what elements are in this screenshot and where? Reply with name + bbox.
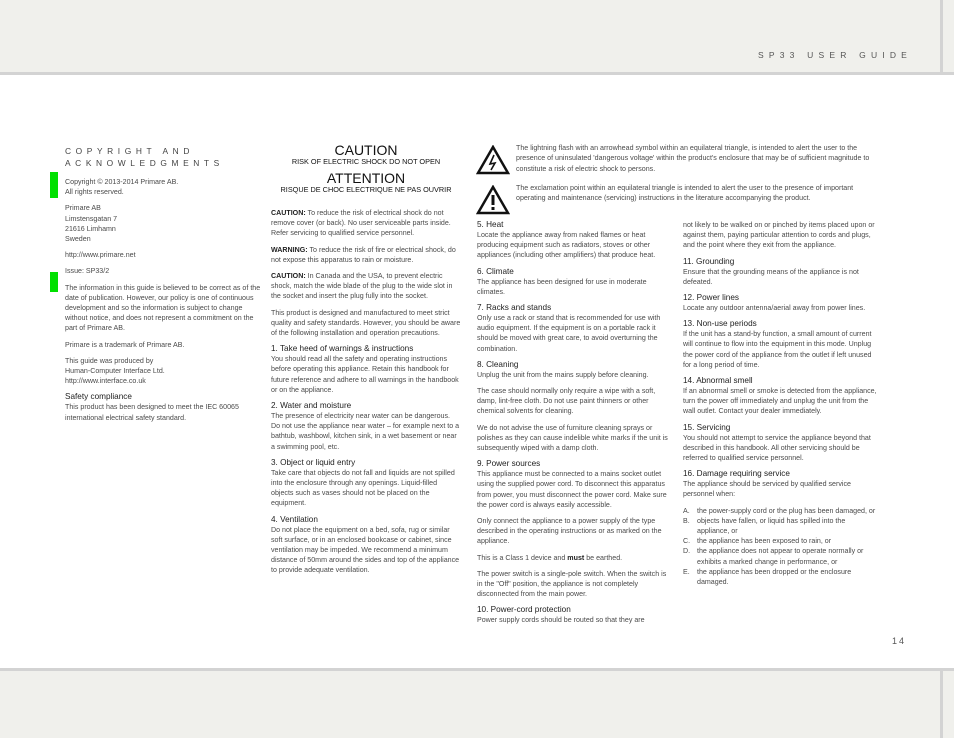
paragraph: If the unit has a stand-by function, a small amount of current will continue to flow into the equipment in this mode. Unplug the power cord of the appliance from the outlet if left unused for a long period of time. [683, 330, 872, 369]
paragraph: Primare is a trademark of Primare AB. [65, 340, 185, 349]
paragraph: http://www.primare.net [65, 251, 136, 260]
section [477, 605, 671, 625]
section-heading: 7. Racks and stands [477, 303, 552, 313]
paragraph: The appliance should be serviced by qualified service personnel when: [683, 480, 851, 499]
copyright-heading: COPYRIGHT AND ACKNOWLEDGMENTS [65, 146, 224, 168]
section [65, 392, 261, 422]
section [477, 220, 671, 261]
section [683, 469, 877, 587]
paragraph: The appliance has been designed for use in moderate climates. [477, 277, 647, 296]
list-item [683, 546, 877, 566]
section [271, 344, 461, 395]
guide-title: SP33 USER GUIDE [758, 50, 913, 60]
emphasis-text: WARNING: [271, 245, 308, 254]
section [477, 360, 671, 453]
paragraph [477, 553, 671, 563]
section-heading: 14. Abnormal smell [683, 376, 753, 386]
exclamation-warning-icon [476, 185, 510, 215]
section [65, 266, 261, 276]
section [683, 423, 877, 464]
section [683, 257, 877, 287]
list-text: the appliance does not appear to operate normally or exhibits a marked change in performance, or [697, 547, 864, 566]
paragraph: The case should normally only require a wipe with a soft, damp, lint-free cloth. Do not use paint thinners or other chemical solvents for cleaning. [477, 387, 656, 416]
paragraph: We do not advise the use of furniture cleaning sprays or polishes as they can cause indelible white marks if the unit is subsequently wiped with a damp cloth. [477, 423, 668, 453]
caution-subtitle: RISK OF ELECTRIC SHOCK DO NOT OPEN [291, 157, 441, 166]
paragraph-text: To reduce the risk of electrical shock do not remove cover (or back). No user serviceable parts inside. Refer servicing to qualified service personnel. [271, 209, 451, 238]
section-heading: 2. Water and moisture [271, 401, 352, 411]
section [271, 401, 461, 452]
paragraph-text: In Canada and the USA, to prevent electric shock, match the wide blade of the plug to the wide slot in the socket and insert the plug fully into the socket. [271, 272, 453, 301]
paragraph-text: To reduce the risk of fire or electrical shock, do not expose this apparatus to rain or moisture. [271, 245, 456, 264]
emphasis-text: CAUTION: [271, 272, 306, 281]
paragraph: Unplug the unit from the mains supply before cleaning. [477, 370, 649, 379]
paragraph [271, 271, 461, 302]
section-heading: 16. Damage requiring service [683, 469, 790, 479]
paragraph: This product is designed and manufactured to meet strict quality and safety standards. However, you should be aware of the following installation and operation precautions. [271, 308, 461, 338]
caution-title: CAUTION [334, 142, 398, 158]
list-letter: C. [683, 537, 691, 546]
change-marker [50, 272, 58, 292]
section-heading: 12. Power lines [683, 293, 739, 303]
list-letter: A. [683, 506, 690, 515]
section [65, 283, 261, 334]
section-heading: 13. Non-use periods [683, 319, 757, 329]
page-edge-top [940, 0, 943, 72]
paragraph: You should read all the safety and operating instructions before operating this appliance. Retain this handbook for future reference and adhere to all warnings in the handbook or on the appliance. [271, 355, 459, 394]
page-number: 14 [892, 636, 907, 646]
list-text: the appliance has been exposed to rain, or [697, 537, 832, 546]
section [65, 356, 261, 387]
paragraph-text: This is a Class 1 device and [477, 553, 568, 562]
list-item [683, 516, 877, 536]
page-edge-bottom [940, 671, 943, 738]
section [477, 267, 671, 297]
paragraph: Locate the appliance away from naked flames or heat producing equipment such as radiators, stoves or other appliances (including other amplifiers) that produce heat. [477, 231, 656, 260]
list-letter: D. [683, 547, 691, 556]
paragraph: Power supply cords should be routed so that they are [477, 616, 645, 625]
paragraph: Only connect the appliance to a power supply of the type described in the operating instructions or as marked on the appliance. [477, 517, 662, 546]
paragraph: The presence of electricity near water can be dangerous. Do not use the appliance near water – for example next to a bathtub, washbowl, kitchen sink, in a wet basement or near a swimming pool, etc. [271, 412, 460, 451]
section-heading: 8. Cleaning [477, 359, 519, 369]
list-letter: B. [683, 516, 690, 525]
section [65, 177, 261, 197]
list-letter: E. [683, 567, 690, 576]
paragraph: The information in this guide is believed to be correct as of the date of publication. However, our policy is one of continuous development and so the information is subject to change without notice, and does not represent a commitment on the part of Primare AB. [65, 283, 261, 333]
attention-title: ATTENTION [326, 169, 406, 186]
attention-subtitle: RISQUE DE CHOC ELECTRIQUE NE PAS OUVRIR [280, 184, 452, 194]
section-heading: 4. Ventilation [271, 514, 318, 524]
section [271, 458, 461, 509]
paragraph: Locate any outdoor antenna/aerial away from power lines. [683, 304, 866, 313]
section-heading: 10. Power-cord protection [477, 605, 571, 615]
section [683, 220, 877, 251]
paragraph: This guide was produced by Human-Computer Interface Ltd. http://www.interface.co.uk [65, 356, 165, 386]
lightning-symbol-text: The lightning flash with an arrowhead symbol within an equilateral triangle, is intended to alert the user to the presence of uninsulated 'dangerous voltage' within the product's enclosure that may be of sufficient magnitude to constitute a risk of electric shock to persons. [516, 144, 870, 173]
header-band [0, 0, 954, 72]
emphasis-text: CAUTION: [271, 209, 306, 217]
section [683, 376, 877, 417]
paragraph [271, 208, 461, 239]
paragraph: If an abnormal smell or smoke is detected from the appliance, turn the power off immediately and unplug the unit from the wall outlet. Contact your dealer immediately. [683, 387, 877, 416]
precautions-column-1 [477, 220, 671, 632]
section [271, 515, 461, 576]
list-text: objects have fallen, or liquid has spilled into the appliance, or [697, 516, 846, 536]
section [683, 293, 877, 313]
section [271, 208, 461, 338]
section [65, 340, 261, 350]
section [477, 459, 671, 599]
section-heading: 5. Heat [477, 220, 504, 229]
copyright-column [65, 145, 261, 429]
paragraph: Copyright © 2013-2014 Primare AB. All rights reserved. [65, 178, 179, 197]
change-marker [50, 172, 58, 198]
paragraph: not likely to be walked on or pinched by items placed upon or against them, paying particular attention to cords and plugs, and the point where they exit from the appliance. [683, 221, 875, 250]
paragraph: You should not attempt to service the appliance beyond that described in this handbook. All other servicing should be referred to qualified service personnel. [683, 433, 871, 463]
exclamation-symbol-note [476, 183, 876, 215]
section [477, 303, 671, 354]
section [65, 250, 261, 260]
paragraph: Do not place the equipment on a bed, sofa, rug or similar soft surface, or in an enclosed bookcase or cabinet, since ventilation may be impeded. We recommend a minimum distance of 50mm around the sides and top of the appliance to provide adequate ventilation. [271, 525, 460, 575]
section-heading: Safety compliance [65, 392, 132, 402]
paragraph-text: be earthed. [584, 553, 623, 562]
section [65, 203, 261, 244]
paragraph: Take care that objects do not fall and liquids are not spilled into the enclosure through any openings. Liquid-filled objects such as vases should not be placed on the equipment. [271, 468, 455, 508]
paragraph: This product has been designed to meet the IEC 60065 international electrical safety standard. [65, 403, 239, 422]
section [683, 319, 877, 370]
section-heading: 1. Take heed of warnings & instructions [271, 344, 414, 354]
list-text: the appliance has been dropped or the enclosure damaged. [697, 567, 852, 587]
paragraph: This appliance must be connected to a mains socket outlet using the supplied power cord. To disconnect this apparatus from power, you must disconnect the power cord. Make sure the power cord is always easily accessible. [477, 470, 667, 509]
section-heading: 9. Power sources [477, 459, 541, 469]
header-divider [0, 72, 954, 75]
lightning-warning-icon [476, 145, 510, 175]
precautions-column-2 [683, 220, 877, 593]
paragraph: Issue: SP33/2 [65, 267, 110, 276]
paragraph: The power switch is a single-pole switch. When the switch is in the "Off" position, the appliance is not completely disconnected from the main power. [477, 569, 667, 599]
caution-column [271, 143, 461, 582]
paragraph: Only use a rack or stand that is recommended for use with audio equipment. If the equipment is on a portable rack it should be moved with great care, to avoid overturning the combination. [477, 314, 661, 353]
footer-band [0, 671, 954, 738]
section-heading: 11. Grounding [683, 256, 735, 266]
list-text: the power-supply cord or the plug has been damaged, or [697, 506, 876, 515]
section-heading: 15. Servicing [683, 422, 731, 432]
section-heading: 3. Object or liquid entry [271, 457, 356, 467]
paragraph: Primare AB Limstensgatan 7 21616 Limhamn Sweden [65, 204, 118, 244]
paragraph [271, 245, 461, 265]
list-item [683, 506, 877, 516]
list-item [683, 567, 877, 587]
paragraph: Ensure that the grounding means of the appliance is not defeated. [683, 267, 859, 286]
lightning-symbol-note [476, 143, 876, 175]
emphasis-text: must [567, 553, 585, 562]
exclamation-symbol-text: The exclamation point within an equilateral triangle is intended to alert the user to the presence of important operating and maintenance (servicing) instructions in the literature accompanying the product. [516, 184, 854, 203]
section-heading: 6. Climate [477, 266, 514, 276]
list-item [683, 536, 877, 546]
